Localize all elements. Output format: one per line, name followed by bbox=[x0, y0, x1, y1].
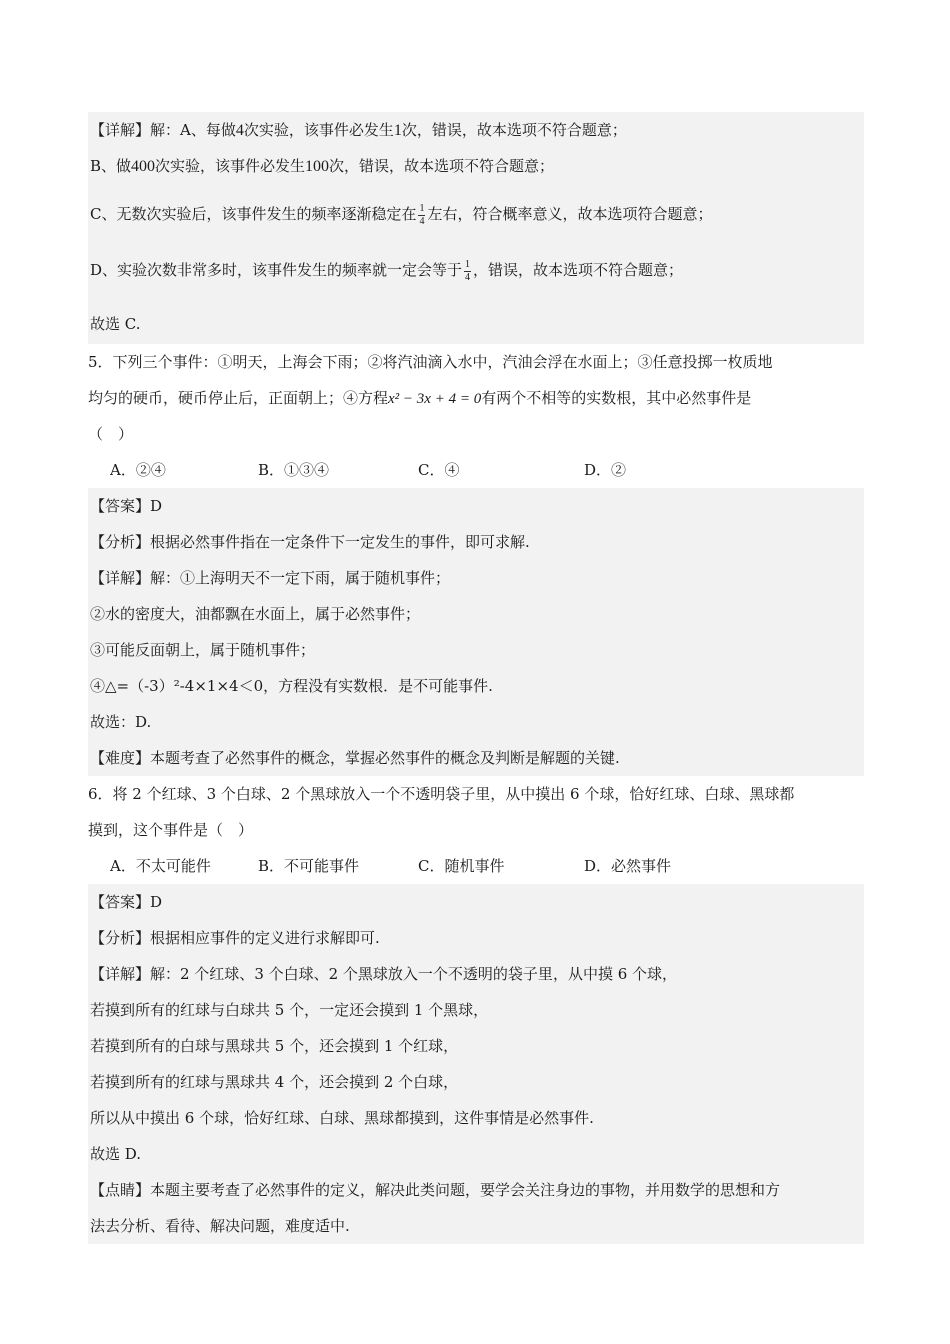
q4-detail-line-a: 【详解】解：A、每做4次实验，该事件必发生1次，错误，故本选项不符合题意； bbox=[90, 121, 627, 139]
q6-options bbox=[88, 848, 864, 884]
q4-detail-line-c: C、无数次实验后，该事件发生的频率逐渐稳定在 $\frac{1}{4}$ 左右，符合概率意义，故本选项符合题意； bbox=[90, 202, 713, 227]
q5-option-a: A．②④ bbox=[110, 461, 166, 479]
q6-stem-line-1: 6．将 2 个红球、3 个白球、2 个黑球放入一个不透明袋子里，从中摸出 6 个球，恰好红球、白球、黑球都 bbox=[88, 785, 795, 803]
number: 4 bbox=[235, 122, 244, 139]
q4-detail-line-b: B、做400次实验，该事件必发生100次，错误，故本选项不符合题意； bbox=[90, 157, 555, 175]
q6-detail-5: 所以从中摸出 6 个球，恰好红球、白球、黑球都摸到，这件事情是必然事件. bbox=[90, 1109, 594, 1127]
q5-detail-1: 【详解】解：①上海明天不一定下雨，属于随机事件； bbox=[90, 569, 451, 587]
q5-choose: 故选：D. bbox=[90, 713, 152, 731]
q6-option-a: A．不太可能件 bbox=[110, 857, 211, 875]
q6-answer: 【答案】D bbox=[90, 893, 163, 911]
q6-option-d: D．必然事件 bbox=[584, 857, 672, 875]
q6-analysis: 【分析】根据相应事件的定义进行求解即可. bbox=[90, 929, 380, 947]
fraction: $\frac{1}{4}$ bbox=[419, 202, 425, 227]
equation: x² − 3x + 4 = 0 bbox=[388, 391, 482, 407]
number: 1 bbox=[393, 122, 402, 139]
q4-detail-block bbox=[88, 112, 864, 344]
q6-detail-2: 若摸到所有的红球与白球共 5 个，一定还会摸到 1 个黑球， bbox=[90, 1001, 489, 1019]
number: 400 bbox=[131, 158, 156, 175]
q5-option-b: B．①③④ bbox=[258, 461, 330, 479]
q5-stem-line-2: 均匀的硬币，硬币停止后，正面朝上；④方程x² − 3x + 4 = 0有两个不相等的实数根，其中必然事件是 bbox=[88, 389, 752, 407]
q6-stem-line-2: 摸到，这个事件是（ ） bbox=[88, 821, 254, 839]
q6-choose: 故选 D. bbox=[90, 1145, 142, 1163]
document-page bbox=[88, 112, 864, 1244]
q6-comment-1: 【点睛】本题主要考查了必然事件的定义，解决此类问题，要学会关注身边的事物，并用数学的思想和方 bbox=[90, 1181, 781, 1199]
q5-options bbox=[88, 452, 864, 488]
q6-solution-block bbox=[88, 884, 864, 1244]
q6-detail-4: 若摸到所有的红球与黑球共 4 个，还会摸到 2 个白球， bbox=[90, 1073, 459, 1091]
q5-option-d: D．② bbox=[584, 461, 627, 479]
q5-detail-2: ②水的密度大，油都飘在水面上，属于必然事件； bbox=[90, 605, 421, 623]
q4-detail-line-d: D、实验次数非常多时，该事件发生的频率就一定会等于 $\frac{1}{4}$ ，错误，故本选项不符合题意； bbox=[90, 258, 684, 283]
q5-stem-line-1: 5．下列三个事件：①明天，上海会下雨；②将汽油滴入水中，汽油会浮在水面上；③任意投掷一枚质地 bbox=[88, 353, 773, 371]
q6-detail-3: 若摸到所有的白球与黑球共 5 个，还会摸到 1 个红球， bbox=[90, 1037, 459, 1055]
q5-option-c: C．④ bbox=[418, 461, 460, 479]
q5-difficulty: 【难度】本题考查了必然事件的概念，掌握必然事件的概念及判断是解题的关键. bbox=[90, 749, 620, 767]
q5-solution-block bbox=[88, 488, 864, 776]
q5-stem-line-3: （ ） bbox=[88, 425, 134, 443]
q6-option-b: B．不可能事件 bbox=[258, 857, 360, 875]
q5-answer: 【答案】D bbox=[90, 497, 163, 515]
q6-option-c: C．随机事件 bbox=[418, 857, 505, 875]
number: 100 bbox=[305, 158, 330, 175]
q5-detail-4: ④△=（-3）²-4×1×4＜0，方程没有实数根．是不可能事件. bbox=[90, 677, 493, 695]
q6-comment-2: 法去分析、看待、解决问题，难度适中. bbox=[90, 1217, 350, 1235]
q4-choose: 故选 C. bbox=[90, 315, 141, 333]
q6-detail-1: 【详解】解：2 个红球、3 个白球、2 个黑球放入一个不透明的袋子里，从中摸 6 个球， bbox=[90, 965, 678, 983]
fraction: $\frac{1}{4}$ bbox=[465, 258, 471, 283]
q5-detail-3: ③可能反面朝上，属于随机事件； bbox=[90, 641, 316, 659]
q5-analysis: 【分析】根据必然事件指在一定条件下一定发生的事件，即可求解. bbox=[90, 533, 530, 551]
